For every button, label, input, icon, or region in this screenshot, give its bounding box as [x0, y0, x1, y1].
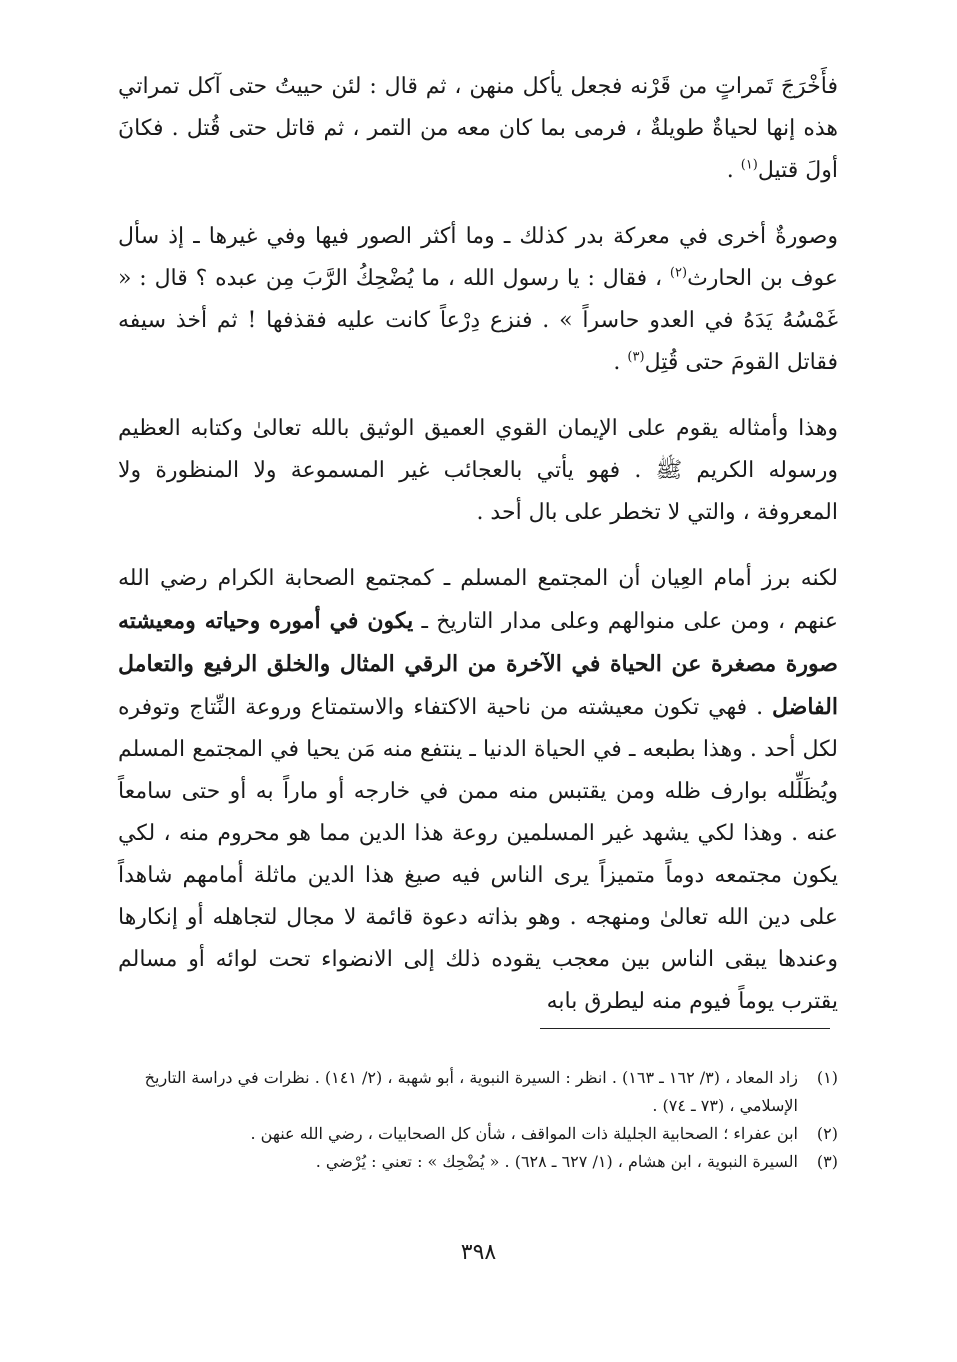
footnote-number: (٢) — [816, 1124, 838, 1143]
paragraph-text: . — [726, 158, 741, 183]
footnote-2 — [120, 1120, 838, 1148]
footnote-text: زاد المعاد ، (٣/ ١٦٢ ـ ١٦٣) . انظر : السيرة النبوية ، أبو شهبة ، (٢/ ١٤١) . نظرات في دراسة التاريخ الإسلامي ، (٧٣ ـ ٧٤) . — [144, 1068, 798, 1115]
footnote-reference[interactable]: (٢) — [669, 265, 688, 281]
footnotes — [120, 1064, 838, 1176]
paragraph-text: وهذا وأمثاله يقوم على الإيمان القوي العميق الوثيق بالله تعالىٰ وكتابه العظيم ورسوله الكريم ﷺ . فهو يأتي بالعجائب غير المسموعة ولا المنظورة ولا المعروفة ، والتي لا تخطر على بال أحد . — [118, 416, 838, 525]
paragraph-2 — [118, 216, 838, 384]
footnote-number: (٣) — [816, 1152, 838, 1171]
paragraph-1 — [118, 66, 838, 192]
page-number: ٣٩٨ — [460, 1240, 497, 1265]
footnote-reference[interactable]: (١) — [740, 157, 758, 173]
footnote-divider — [540, 1028, 830, 1029]
emphasized-text: يكون في أموره وحياته ومعيشته صورة مصغرة عن الحياة في الآخرة من الرقي المثال والخلق الرفيع والتعامل الفاضل — [118, 608, 838, 720]
paragraph-text: لكنه برز أمام العِيان أن المجتمع المسلم ـ كمجتمع الصحابة الكرام رضي الله عنهم ، ومن على منوالهم وعلى مدار التاريخ ـ — [118, 566, 838, 634]
footnote-3 — [120, 1148, 838, 1176]
paragraph-text: . فهي تكون معيشته من ناحية الاكتفاء والاستمتاع وروعة النِّتاج وتوفره لكل أحد . وهذا بطبعه ـ في الحياة الدنيا ـ ينتفع منه مَن يحيا في المجتمع المسلم ويُظَلِّله بوارف ظله ومن يقتبس منه ممن في خارجه أو ماراً به أو حتى سامعاً عنه . وهذا لكي يشهد غير المسلمين روعة هذا الدين مما هو محروم منه ، لكي يكون مجتمعه دوماً متميزاً يرى الناس فيه صيغ هذا الدين ماثلة أمامهم شاهداً على دين الله تعالىٰ ومنهجه . وهو بذاته دعوة قائمة لا مجال لتجاهله أو إنكارها وعندها يبقى الناس بين معجب يقوده ذلك إلى الانضواء تحت لوائه أو مسالم يقترب يوماً فيوم منه ليطرق بابه — [118, 695, 838, 1014]
footnote-reference[interactable]: (٣) — [627, 349, 645, 365]
paragraph-3 — [118, 408, 838, 534]
footnote-1 — [120, 1064, 838, 1120]
footnote-text: ابن عفراء ؛ الصحابية الجليلة ذات المواقف ، شأن كل الصحابيات ، رضي الله عنهن . — [250, 1124, 798, 1143]
footnote-text: السيرة النبوية ، ابن هشام ، (١/ ٦٢٧ ـ ٦٢٨) . « يُضْحِك » : تعني : يُرْضي . — [315, 1152, 798, 1171]
paragraph-text: وصورةٌ أخرى في معركة بدر كذلك ـ وما أكثر الصور فيها وفي غيرها ـ إذ سأل عوف بن الحارث — [118, 224, 838, 291]
paragraph-text: ، فقال : يا رسول الله ، ما يُضْحِكُ الرَّبَ مِن عبده ؟ قال : « غَمْسُهُ يَدَهُ في العدو حاسراً » . فنزع دِرْعاً كانت عليه فقذفها ! ثم أخذ سيفه فقاتل القومَ حتى قُتِل — [118, 266, 838, 375]
footnote-number: (١) — [816, 1068, 838, 1087]
paragraph-text: . — [613, 350, 628, 375]
main-text — [118, 66, 838, 1047]
paragraph-4 — [118, 558, 838, 1023]
paragraph-text: فأَخْرَجَ تَمراتٍ من قَرْنه فجعل يأكل منهن ، ثم قال : لئن حييتُ حتى آكل تمراتي هذه إنها لحياةٌ طويلةٌ ، فرمى بما كان معه من التمر ، ثم قاتل حتى قُتل . فكانَ أولَ قتيل — [118, 74, 838, 183]
